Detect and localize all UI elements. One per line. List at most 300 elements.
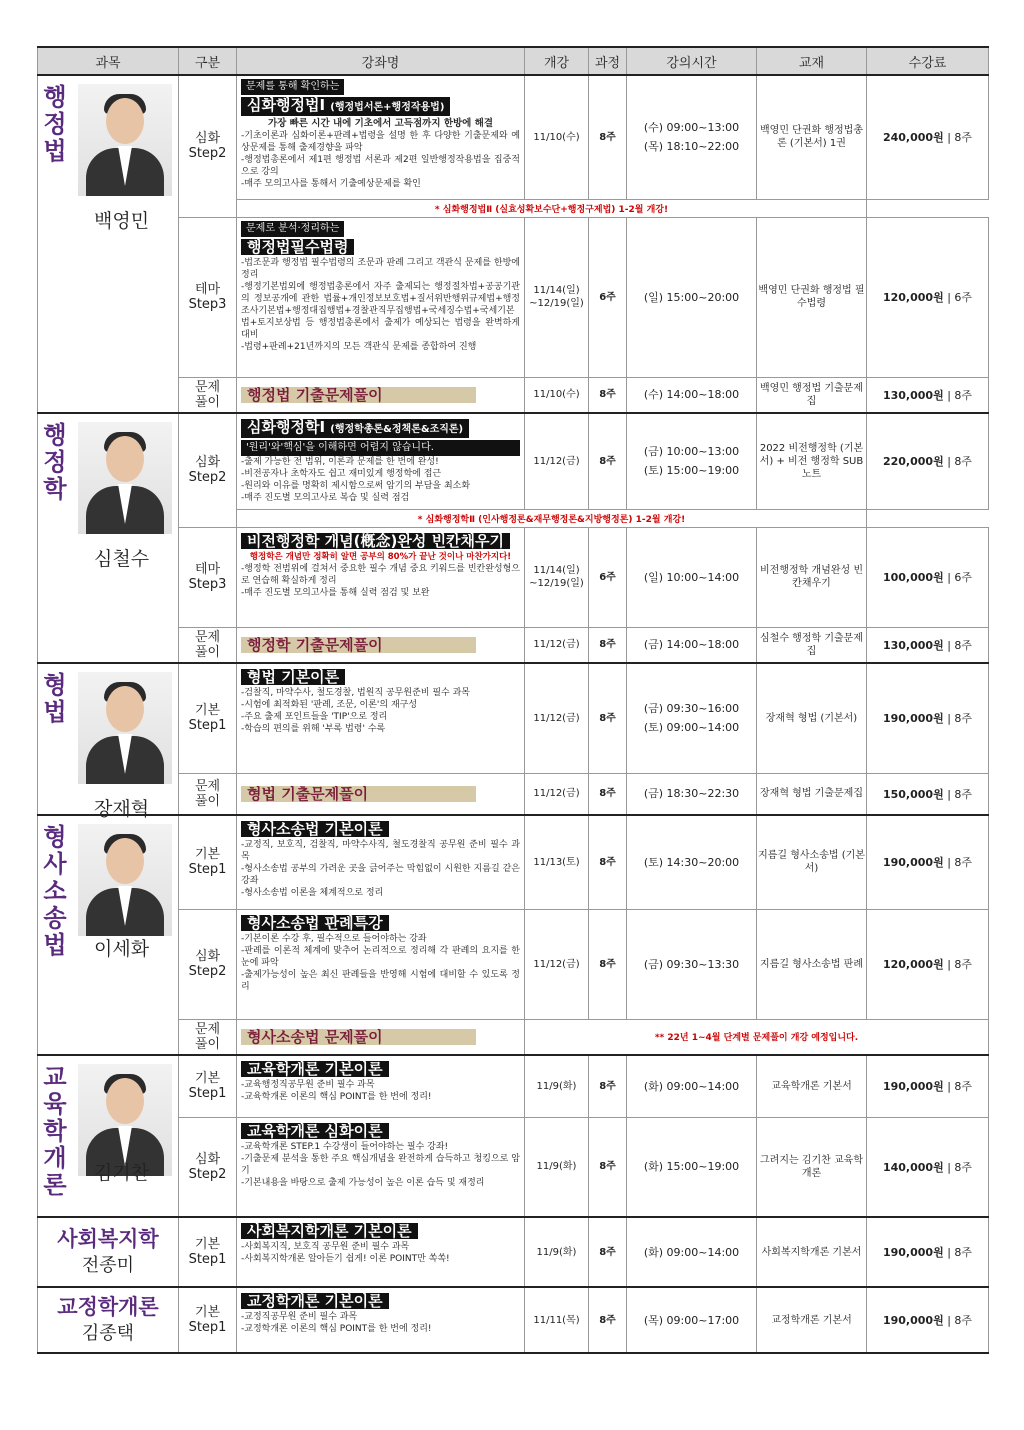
course-title bbox=[241, 1293, 389, 1309]
description-line: -매주 진도별 모의고사를 통해 실력 점검 및 보완 bbox=[241, 587, 430, 598]
table-header bbox=[38, 47, 989, 75]
description-line: -매주 모의고사를 통해서 기출예상문제를 확인 bbox=[241, 179, 421, 189]
subject-cell bbox=[38, 1287, 179, 1353]
course-description bbox=[237, 909, 525, 1019]
lecture-time-line: (토) 14:30~20:00 bbox=[643, 855, 740, 869]
course-type-line: Step3 bbox=[188, 577, 227, 592]
course-type-line: 문제 bbox=[194, 1021, 221, 1037]
table-row bbox=[38, 663, 989, 773]
open-date: 11/12(금) bbox=[525, 413, 589, 509]
lecture-time bbox=[627, 627, 757, 663]
table-row bbox=[38, 377, 989, 413]
course-type bbox=[179, 217, 237, 377]
teacher-photo bbox=[78, 84, 172, 196]
course-subtitle: '원리'와'핵심'을 이해하면 어렵지 않습니다. bbox=[241, 440, 520, 456]
course-type-line: 심화 bbox=[194, 1151, 221, 1167]
tuition-fee: 190,000원 | 8주 bbox=[867, 1055, 989, 1117]
fee-weeks: 8주 bbox=[954, 712, 973, 726]
course-type-line: Step2 bbox=[188, 1166, 227, 1182]
teacher-name: 장재혁 bbox=[94, 798, 150, 820]
course-title bbox=[241, 533, 510, 549]
tuition-fee: 120,000원 | 8주 bbox=[867, 909, 989, 1019]
fee-weeks: 8주 bbox=[954, 1314, 973, 1327]
column-header: 교재 bbox=[757, 47, 867, 75]
title-lead: 문제를 통해 확인하는 bbox=[241, 79, 344, 95]
open-date: 11/14(일) ~12/19(일) bbox=[525, 527, 589, 627]
table-row bbox=[38, 773, 989, 815]
course-type-line: 테마 bbox=[194, 562, 221, 577]
tuition-fee: 190,000원 | 8주 bbox=[867, 815, 989, 909]
course-type-line: 문제 bbox=[194, 629, 221, 645]
course-description bbox=[237, 75, 525, 199]
textbook: 백영민 행정법 기출문제집 bbox=[757, 377, 867, 413]
course-type bbox=[179, 1217, 237, 1287]
subject-name: 행정법 bbox=[43, 83, 67, 165]
description-lines bbox=[241, 933, 520, 993]
lecture-time-line: (토) 15:00~19:00 bbox=[643, 464, 740, 478]
description-line: -판례를 이론적 체계에 맞추어 논리적으로 정리해 각 판례의 요지를 한 눈에 파악 bbox=[241, 945, 520, 968]
fee-weeks: 8주 bbox=[954, 638, 973, 652]
fee-weeks: 8주 bbox=[954, 958, 973, 971]
lecture-time-line: (화) 09:00~14:00 bbox=[643, 1079, 740, 1093]
photo-part bbox=[106, 1078, 144, 1124]
open-date: 11/13(토) bbox=[525, 815, 589, 909]
lecture-time-line: (일) 15:00~20:00 bbox=[643, 290, 740, 304]
tuition-fee: 240,000원 | 8주 bbox=[867, 75, 989, 199]
textbook: 사회복지학개론 기본서 bbox=[757, 1217, 867, 1287]
fee-amount: 140,000원 bbox=[882, 1160, 944, 1174]
description-line: -행정학 전범위에 걸쳐서 중요한 필수 개념 중요 키워드를 빈칸완성형으로 연습해 확실하게 정리 bbox=[241, 563, 520, 586]
textbook: 비전행정학 개념완성 빈칸채우기 bbox=[757, 527, 867, 627]
fee-weeks: 6주 bbox=[954, 291, 973, 304]
tuition-fee: 150,000원 | 8주 bbox=[867, 773, 989, 815]
course-type-line: Step1 bbox=[188, 718, 227, 734]
description-line: -형사소송법 이론을 체계적으로 정리 bbox=[241, 888, 384, 898]
lecture-time-line: (목) 09:00~17:00 bbox=[643, 1313, 740, 1327]
description-line: -법조문과 행정법 필수법령의 조문과 판례 그리고 객관식 문제를 한방에 정리 bbox=[241, 257, 520, 280]
course-title-text: 사회복지학개론 기본이론 bbox=[247, 1222, 412, 1240]
fee-weeks: 8주 bbox=[954, 1160, 973, 1174]
open-date: 11/11(목) bbox=[525, 1287, 589, 1353]
fee-weeks: 8주 bbox=[954, 856, 973, 870]
fee-weeks: 8주 bbox=[954, 1246, 973, 1259]
lecture-time-line: (토) 09:00~14:00 bbox=[643, 721, 740, 735]
course-type bbox=[179, 1287, 237, 1353]
course-length: 8주 bbox=[589, 75, 627, 199]
course-description bbox=[237, 217, 525, 377]
course-type-line: 기본 bbox=[194, 1071, 221, 1087]
open-date: 11/12(금) bbox=[525, 773, 589, 815]
column-header: 강의시간 bbox=[627, 47, 757, 75]
subject-cell bbox=[38, 815, 179, 1055]
course-description bbox=[237, 1055, 525, 1117]
column-header: 개강 bbox=[525, 47, 589, 75]
course-type-line: 문제 bbox=[194, 778, 221, 794]
course-title-text: 형사소송법 문제풀이 bbox=[247, 1027, 383, 1046]
description-line: -기본내용을 바탕으로 출제 가능성이 높은 이론 습득 및 재정리 bbox=[241, 1177, 485, 1188]
textbook: 교육학개론 기본서 bbox=[757, 1055, 867, 1117]
course-description bbox=[237, 1019, 525, 1055]
description-line: -시험에 최적화된 '판례, 조문, 이론'의 재구성 bbox=[241, 700, 418, 710]
lecture-time bbox=[627, 217, 757, 377]
open-date: 11/12(금) bbox=[525, 627, 589, 663]
teacher-photo bbox=[78, 422, 172, 534]
table-row bbox=[38, 75, 989, 199]
teacher-name: 심철수 bbox=[94, 548, 150, 570]
textbook: 그려지는 김기찬 교육학개론 bbox=[757, 1117, 867, 1217]
course-type-line: 기본 bbox=[194, 703, 221, 719]
fee-amount: 190,000원 bbox=[882, 1246, 944, 1259]
course-type-line: 풀이 bbox=[194, 793, 221, 809]
course-length: 8주 bbox=[589, 909, 627, 1019]
course-title-text: 교육학개론 기본이론 bbox=[247, 1060, 383, 1078]
fee-amount: 190,000원 bbox=[882, 712, 944, 726]
lecture-time-line: (목) 18:10~22:00 bbox=[643, 140, 740, 154]
course-length: 8주 bbox=[589, 773, 627, 815]
course-description bbox=[237, 627, 525, 663]
fee-weeks: 8주 bbox=[954, 455, 973, 469]
title-lead: 문제로 분석·정리하는 bbox=[241, 221, 344, 237]
teacher-name: 이세화 bbox=[94, 938, 150, 960]
table-row bbox=[38, 1117, 989, 1217]
subject-name: 형사소송법 bbox=[43, 823, 67, 959]
open-date: 11/10(수) bbox=[525, 377, 589, 413]
fee-amount: 130,000원 bbox=[882, 638, 944, 652]
course-length: 8주 bbox=[589, 1055, 627, 1117]
textbook: 2022 비전행정학 (기본서) + 비전 행정학 SUB노트 bbox=[757, 413, 867, 509]
course-length: 8주 bbox=[589, 627, 627, 663]
fee-amount: 190,000원 bbox=[882, 856, 944, 870]
course-title bbox=[241, 915, 389, 931]
teacher-name: 김기찬 bbox=[94, 1162, 150, 1184]
description-line: -사회복지학개론 알아듣기 쉽게! 이론 POINT만 쏙쏙! bbox=[241, 1254, 450, 1264]
description-lines bbox=[241, 1079, 520, 1103]
subject-cell bbox=[38, 1217, 179, 1287]
fee-weeks: 8주 bbox=[954, 1080, 973, 1094]
subject-cell bbox=[38, 663, 179, 820]
course-title bbox=[241, 669, 345, 685]
course-type bbox=[179, 75, 237, 217]
course-title bbox=[241, 1123, 389, 1139]
course-description bbox=[237, 1217, 525, 1287]
open-date: 11/9(화) bbox=[525, 1055, 589, 1117]
lecture-time-line: (금) 10:00~13:00 bbox=[643, 445, 740, 459]
fee-amount: 190,000원 bbox=[882, 1080, 944, 1094]
fee-amount: 100,000원 bbox=[882, 571, 944, 584]
fee-amount: 120,000원 bbox=[882, 958, 944, 971]
fee-amount: 120,000원 bbox=[882, 291, 944, 304]
textbook: 장재혁 형법 기출문제집 bbox=[757, 773, 867, 815]
course-title-text: 교육학개론 심화이론 bbox=[247, 1121, 383, 1140]
tuition-fee: 190,000원 | 8주 bbox=[867, 1287, 989, 1353]
lecture-time bbox=[627, 1117, 757, 1217]
course-title bbox=[241, 97, 450, 116]
description-line: -교정직, 보호직, 검찰직, 마약수사직, 철도경찰직 공무원 준비 필수 과목 bbox=[241, 840, 520, 862]
lecture-time-line: (금) 09:30~13:30 bbox=[643, 957, 740, 971]
course-length: 8주 bbox=[589, 413, 627, 509]
lecture-time-line: (화) 09:00~14:00 bbox=[643, 1245, 740, 1259]
column-header: 수강료 bbox=[867, 47, 989, 75]
course-type-line: 심화 bbox=[194, 131, 221, 147]
photo-part bbox=[106, 686, 144, 732]
subject-cell bbox=[38, 75, 179, 413]
lecture-time bbox=[627, 527, 757, 627]
course-type-line: Step2 bbox=[188, 964, 227, 979]
course-type-line: 기본 bbox=[194, 847, 221, 863]
subject-name: 행정학 bbox=[43, 421, 67, 503]
lecture-time-line: (화) 15:00~19:00 bbox=[643, 1160, 740, 1174]
course-title bbox=[241, 1223, 418, 1239]
course-title-text: 형법 기출문제풀이 bbox=[247, 784, 369, 803]
tuition-fee: 100,000원 | 6주 bbox=[867, 527, 989, 627]
course-title bbox=[241, 1061, 389, 1077]
course-type-line: 심화 bbox=[194, 455, 221, 471]
description-line: -교정학개론 이론의 핵심 POINT를 한 번에 정리! bbox=[241, 1324, 432, 1334]
column-header: 과정 bbox=[589, 47, 627, 75]
lecture-time-line: (수) 09:00~13:00 bbox=[643, 121, 740, 135]
course-length: 8주 bbox=[589, 1117, 627, 1217]
course-description bbox=[237, 377, 525, 413]
course-title-text: 심화행정학Ⅰ bbox=[247, 418, 326, 436]
tuition-fee: 130,000원 | 8주 bbox=[867, 377, 989, 413]
course-type-line: Step2 bbox=[188, 146, 227, 162]
lecture-time bbox=[627, 909, 757, 1019]
description-lines bbox=[241, 1241, 520, 1265]
tuition-fee: 190,000원 | 8주 bbox=[867, 1217, 989, 1287]
description-lines bbox=[241, 551, 520, 599]
open-date: 11/12(금) bbox=[525, 909, 589, 1019]
description-line: -교육학개론 STEP.1 수강생이 들어야하는 필수 강좌! bbox=[241, 1141, 449, 1152]
course-title-sub: (행정법서론+행정작용법) bbox=[330, 102, 445, 113]
description-line: -기초이론과 심화이론+판례+법령을 설명 한 후 다양한 기출문제와 예상문제를 통해 출제경향을 파악 bbox=[241, 131, 520, 153]
course-type-line: 풀이 bbox=[194, 394, 221, 410]
table-row bbox=[38, 627, 989, 663]
photo-part bbox=[106, 436, 144, 482]
table-row bbox=[38, 1287, 989, 1353]
open-date: 11/9(화) bbox=[525, 1217, 589, 1287]
table-row bbox=[38, 1217, 989, 1287]
fee-amount: 190,000원 bbox=[882, 1314, 944, 1327]
textbook: 장재혁 형법 (기본서) bbox=[757, 663, 867, 773]
description-line: -원리와 이유를 명확히 제시함으로써 암기의 부담을 최소화 bbox=[241, 481, 471, 491]
subject-name: 형법 bbox=[43, 671, 67, 726]
course-type bbox=[179, 815, 237, 909]
description-line: -출제 가능한 전 범위, 이론과 문제를 한 번에 완성! bbox=[241, 457, 439, 467]
description-line: -주요 출제 포인트들을 'TIP'으로 정리 bbox=[241, 712, 388, 722]
textbook: 지름길 형사소송법 (기본서) bbox=[757, 815, 867, 909]
lecture-time bbox=[627, 1287, 757, 1353]
lecture-time bbox=[627, 815, 757, 909]
subject-name: 교정학개론 bbox=[57, 1295, 159, 1319]
teacher-name: 전종미 bbox=[81, 1255, 135, 1276]
description-line: -행정법총론에서 제1편 행정법 서론과 제2편 일반행정작용법을 집중적으로 강의 bbox=[241, 155, 520, 177]
lecture-time-line: (금) 18:30~22:30 bbox=[643, 787, 740, 801]
tuition-fee: 140,000원 | 8주 bbox=[867, 1117, 989, 1217]
course-length: 6주 bbox=[589, 217, 627, 377]
lecture-time-line: (일) 10:00~14:00 bbox=[643, 570, 740, 584]
subject-name: 교육학개론 bbox=[43, 1063, 67, 1199]
fee-weeks: 8주 bbox=[954, 787, 973, 801]
description-line: -비전공자나 초학자도 쉽고 재미있게 행정학에 접근 bbox=[241, 469, 442, 479]
course-length: 8주 bbox=[589, 1287, 627, 1353]
table-row bbox=[38, 1055, 989, 1117]
schedule-table bbox=[37, 46, 989, 1354]
table-row bbox=[38, 815, 989, 909]
course-type-line: Step1 bbox=[188, 1320, 227, 1335]
table-row bbox=[38, 909, 989, 1019]
schedule-notice: ** 22년 1~4월 단계별 문제풀이 개강 예정입니다. bbox=[525, 1019, 989, 1055]
open-date: 11/9(화) bbox=[525, 1117, 589, 1217]
course-length: 8주 bbox=[589, 377, 627, 413]
course-title bbox=[241, 1029, 476, 1045]
course-type-line: 심화 bbox=[194, 949, 221, 964]
table-row bbox=[38, 527, 989, 627]
course-description bbox=[237, 773, 525, 815]
lecture-time bbox=[627, 1217, 757, 1287]
course-title bbox=[241, 239, 354, 255]
course-type bbox=[179, 627, 237, 663]
course-title-text: 행정법 기출문제풀이 bbox=[247, 385, 383, 404]
open-date: 11/12(금) bbox=[525, 663, 589, 773]
course-description bbox=[237, 663, 525, 773]
course-title-text: 교정학개론 기본이론 bbox=[247, 1292, 383, 1310]
course-description bbox=[237, 527, 525, 627]
table-row bbox=[38, 1019, 989, 1055]
column-header: 과목 bbox=[38, 47, 179, 75]
course-title-text: 행정학 기출문제풀이 bbox=[247, 635, 383, 654]
course-type-line: 기본 bbox=[194, 1237, 221, 1252]
description-line: 행정학은 개념만 정확히 알면 공부의 80%가 끝난 것이나 마찬가지다! bbox=[249, 551, 512, 562]
subject-cell bbox=[38, 1055, 179, 1217]
course-type-line: Step1 bbox=[188, 862, 227, 878]
course-type bbox=[179, 527, 237, 627]
column-header: 구분 bbox=[179, 47, 237, 75]
column-header: 강좌명 bbox=[237, 47, 525, 75]
tuition-fee: 120,000원 | 6주 bbox=[867, 217, 989, 377]
description-line: -법령+판례+21년까지의 모든 객관식 문제를 종합하여 진행 bbox=[241, 341, 477, 352]
lecture-time bbox=[627, 773, 757, 815]
course-title-text: 형사소송법 기본이론 bbox=[247, 820, 383, 838]
fee-amount: 150,000원 bbox=[882, 787, 944, 801]
course-type bbox=[179, 1117, 237, 1217]
lecture-time bbox=[627, 1055, 757, 1117]
course-type-line: Step3 bbox=[188, 297, 227, 312]
fee-weeks: 8주 bbox=[954, 131, 973, 145]
tuition-fee: 190,000원 | 8주 bbox=[867, 663, 989, 773]
course-description bbox=[237, 1117, 525, 1217]
schedule-notice: * 심화행정학Ⅱ (인사행정론&재무행정론&지방행정론) 1-2월 개강! bbox=[237, 509, 867, 527]
course-description bbox=[237, 815, 525, 909]
description-line: -매주 진도별 모의고사로 복습 및 실력 점검 bbox=[241, 493, 410, 503]
course-title-text: 형법 기본이론 bbox=[247, 668, 340, 686]
course-description bbox=[237, 413, 525, 509]
course-description bbox=[237, 1287, 525, 1353]
description-lines bbox=[241, 257, 520, 353]
course-title bbox=[241, 637, 476, 653]
fee-amount: 240,000원 bbox=[882, 131, 944, 145]
description-lines bbox=[241, 1141, 520, 1189]
textbook: 백영민 단권화 행정법 필수법령 bbox=[757, 217, 867, 377]
tuition-fee: 220,000원 | 8주 bbox=[867, 413, 989, 509]
description-lines bbox=[241, 839, 520, 899]
lecture-time bbox=[627, 663, 757, 773]
course-type bbox=[179, 1055, 237, 1117]
course-type-line: 테마 bbox=[194, 282, 221, 297]
course-type-line: Step2 bbox=[188, 470, 227, 486]
lecture-time bbox=[627, 75, 757, 199]
fee-weeks: 8주 bbox=[954, 388, 973, 402]
description-line: -교육학개론 이론의 핵심 POINT를 한 번에 정리! bbox=[241, 1092, 432, 1102]
course-title-text: 행정법필수법령 bbox=[247, 237, 349, 256]
fee-amount: 220,000원 bbox=[882, 455, 944, 469]
lecture-time-line: (금) 09:30~16:00 bbox=[643, 702, 740, 716]
subject-cell bbox=[38, 413, 179, 663]
fee-weeks: 6주 bbox=[954, 571, 973, 584]
course-type bbox=[179, 909, 237, 1019]
course-type-line: 풀이 bbox=[194, 1036, 221, 1052]
description-lines bbox=[241, 118, 520, 190]
description-line: -검찰직, 마약수사, 철도경찰, 법원직 공무원준비 필수 과목 bbox=[241, 688, 470, 698]
tuition-fee: 130,000원 | 8주 bbox=[867, 627, 989, 663]
course-type-line: 문제 bbox=[194, 379, 221, 395]
description-line: -기본이론 수강 후, 필수적으로 들어야하는 강좌 bbox=[241, 933, 427, 944]
course-title bbox=[241, 786, 476, 802]
teacher-photo bbox=[78, 824, 172, 936]
course-title bbox=[241, 821, 389, 837]
course-type-line: Step1 bbox=[188, 1252, 227, 1267]
description-lines bbox=[241, 687, 520, 735]
teacher-name: 김종택 bbox=[81, 1323, 135, 1344]
lecture-time-line: (금) 14:00~18:00 bbox=[643, 638, 740, 652]
course-length: 6주 bbox=[589, 527, 627, 627]
photo-part bbox=[106, 838, 144, 884]
course-title-text: 비전행정학 개념(槪念)완성 빈칸채우기 bbox=[247, 531, 505, 550]
course-title bbox=[241, 419, 469, 438]
textbook: 지름길 형사소송법 판례 bbox=[757, 909, 867, 1019]
description-line: -학습의 편의를 위해 '부록 법령' 수록 bbox=[241, 724, 386, 734]
lecture-time-line: (수) 14:00~18:00 bbox=[643, 388, 740, 402]
description-line: -교육행정직공무원 준비 필수 과목 bbox=[241, 1080, 375, 1090]
course-type-line: 기본 bbox=[194, 1305, 221, 1320]
course-type bbox=[179, 663, 237, 773]
open-date: 11/14(일) ~12/19(일) bbox=[525, 217, 589, 377]
description-lines bbox=[241, 456, 520, 504]
textbook: 교정학개론 기본서 bbox=[757, 1287, 867, 1353]
teacher-photo bbox=[78, 672, 172, 784]
textbook: 백영민 단권화 행정법총론 (기본서) 1권 bbox=[757, 75, 867, 199]
textbook: 심철수 행정학 기출문제집 bbox=[757, 627, 867, 663]
description-lines bbox=[241, 1311, 520, 1335]
description-line: -형사소송법 공부의 가려운 곳을 긁어주는 막힘없이 시원한 지름길 같은 강좌 bbox=[241, 864, 520, 886]
course-type bbox=[179, 377, 237, 413]
description-line: -기출문제 분석을 통한 주요 핵심개념을 완전하게 습득하고 청킹으로 암기 bbox=[241, 1153, 520, 1176]
lecture-time bbox=[627, 413, 757, 509]
description-line: -출제가능성이 높은 최신 판례들을 반영해 시험에 대비할 수 있도록 정리 bbox=[241, 969, 520, 992]
photo-part bbox=[106, 98, 144, 144]
description-line: 가장 빠른 시간 내에 기초에서 고득점까지 한방에 해결 bbox=[267, 118, 494, 129]
table-row bbox=[38, 217, 989, 377]
course-title-sub: (행정학총론&정책론&조직론) bbox=[330, 424, 464, 435]
course-type bbox=[179, 413, 237, 527]
course-title-text: 형사소송법 판례특강 bbox=[247, 913, 383, 932]
course-type-line: 풀이 bbox=[194, 644, 221, 660]
description-line: -행정기본법외에 행정법총론에서 자주 출제되는 행정절차법+공공기관의 정보공개에 관한 법률+개인정보보호법+질서위반행위규제법+행정조사기본법+행정대집행법+경찰관직무집행법+국세징수법+국세기본법+토지보상법 등 행정법총론에서 출제가 예상되는 법령을 완벽하게 대비 bbox=[241, 281, 520, 340]
table-row bbox=[38, 413, 989, 509]
schedule-notice: * 심화행정법Ⅱ (실효성확보수단+행정구제법) 1-2월 개강! bbox=[237, 199, 867, 217]
fee-amount: 130,000원 bbox=[882, 388, 944, 402]
course-type-line: Step1 bbox=[188, 1086, 227, 1102]
course-type bbox=[179, 1019, 237, 1055]
